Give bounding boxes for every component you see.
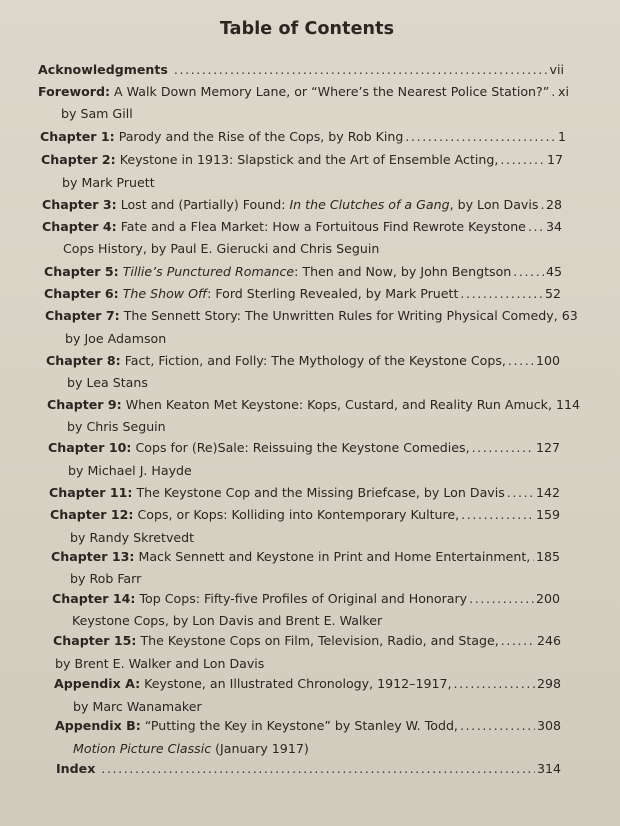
dot-leader [508,353,534,368]
page-number: 200 [535,591,560,606]
entry-label: Index [56,761,96,776]
page-number: 63 [561,308,578,323]
toc-entry [48,440,560,455]
page-number: 34 [545,219,562,234]
entry-title: A Walk Down Memory Lane, or “Where’s the Nearest Police Station?” [114,84,550,99]
entry-title [123,264,512,279]
entry-label: Chapter 6: [44,286,119,301]
entry-continuation [62,175,155,190]
entry-label: Chapter 1: [40,129,115,144]
entry-label: Chapter 14: [52,591,136,606]
page-number: 246 [536,633,561,648]
entry-label: Chapter 12: [50,507,134,522]
entry-continuation [70,571,141,586]
dot-leader [500,152,545,167]
page-number: 159 [535,507,560,522]
page-title: Table of Contents [219,19,395,39]
page-number: 298 [536,676,561,691]
entry-label: Chapter 8: [46,353,121,368]
entry-label: Chapter 10: [48,440,132,455]
dot-leader [460,718,535,733]
dot-leader [472,440,534,455]
entry-title: Top Cops: Fifty-five Profiles of Original and Honorary [139,591,468,606]
dot-leader [469,591,534,606]
entry-continuation [73,699,202,714]
entry-label: Appendix B: [55,718,141,733]
entry-label: Appendix A: [54,676,141,691]
toc-entry [52,591,560,606]
entry-continuation [63,241,379,256]
dot-leader [101,761,535,776]
entry-title: Keystone, an Illustrated Chronology, 1912–1917, [144,676,452,691]
dot-leader [501,633,535,648]
toc-entry [42,219,562,234]
dot-leader [405,129,556,144]
entry-title: Cops, or Kops: Kolliding into Kontemporary Kulture, [137,507,460,522]
entry-title: Parody and the Rise of the Cops, by Rob King [118,129,404,144]
toc-entry [41,152,563,167]
entry-continuation [70,530,194,545]
continuation-text: by Rob Farr [70,571,142,586]
entry-continuation [65,331,166,346]
entry-title: When Keaton Met Keystone: Kops, Custard, and Reality Run Amuck, [125,397,552,412]
continuation-italic: Motion Picture Classic [73,741,212,756]
entry-title: Fate and a Flea Market: How a Fortuitous Find Rewrote Keystone [120,219,526,234]
entry-continuation [67,375,148,390]
continuation-text: by Brent E. Walker and Lon Davis [55,656,265,671]
toc-entry [49,485,560,500]
entry-continuation [73,741,309,756]
continuation-text: by Joe Adamson [65,331,167,346]
dot-leader [461,507,534,522]
toc-entry [53,633,561,648]
page-number: 314 [536,761,561,776]
continuation-text: by Mark Pruett [62,175,155,190]
toc-entry [47,397,581,412]
continuation-text: by Chris Seguin [67,419,166,434]
entry-label: Foreword: [38,84,111,99]
toc-entry [50,507,560,522]
entry-label: Chapter 11: [49,485,133,500]
entry-title-post: : Then and Now, by John Bengtson [294,264,512,279]
dot-leader [532,549,534,564]
page-number: 45 [545,264,562,279]
continuation-text: (January 1917) [211,741,309,756]
page-number: 100 [535,353,560,368]
toc-entry [54,676,561,691]
entry-title: The Keystone Cop and the Missing Briefcase, by Lon Davis [136,485,505,500]
entry-title [121,197,539,212]
entry-label: Chapter 13: [51,549,135,564]
entry-title-pre: Lost and (Partially) Found: [120,197,290,212]
continuation-text: by Randy Skretvedt [70,530,195,545]
toc-entry [40,129,566,144]
toc-entry [46,353,560,368]
entry-title: The Sennett Story: The Unwritten Rules for Writing Physical Comedy, [123,308,558,323]
dot-leader [454,676,535,691]
entry-title [123,286,459,301]
page-number: 127 [535,440,560,455]
toc-entry [56,761,561,776]
entry-title: “Putting the Key in Keystone” by Stanley W. Todd, [144,718,458,733]
entry-label: Chapter 4: [42,219,117,234]
continuation-text: Cops History, by Paul E. Gierucki and Chris Seguin [63,241,380,256]
entry-label: Chapter 7: [45,308,120,323]
toc-entry [44,264,562,279]
entry-title: Keystone in 1913: Slapstick and the Art of Ensemble Acting, [119,152,499,167]
dot-leader [174,62,548,77]
entry-title-italic: In the Clutches of a Gang [289,197,450,212]
toc-entry [42,197,562,212]
entry-continuation [72,613,382,628]
page-number: 185 [535,549,560,564]
continuation-text: by Lea Stans [67,375,148,390]
page-number: xi [558,84,569,99]
toc-entry [38,84,569,99]
dot-leader [528,219,544,234]
continuation-text: Keystone Cops, by Lon Davis and Brent E. Walker [72,613,383,628]
entry-label: Chapter 9: [47,397,122,412]
toc-entry [45,308,578,323]
continuation-text: by Sam Gill [61,106,133,121]
page-number: 142 [535,485,560,500]
entry-continuation [68,463,192,478]
dot-leader [551,84,556,99]
page-number: 52 [544,286,561,301]
entry-label: Chapter 3: [42,197,117,212]
dot-leader [460,286,543,301]
dot-leader [540,197,544,212]
toc-entry [51,549,560,564]
page-number: 28 [545,197,562,212]
dot-leader [513,264,544,279]
entry-title: The Keystone Cops on Film, Television, Radio, and Stage, [140,633,499,648]
entry-title-italic: The Show Off [122,286,208,301]
entry-title-post: : Ford Sterling Revealed, by Mark Pruett [207,286,459,301]
page-number: 308 [536,718,561,733]
continuation-text: by Michael J. Hayde [68,463,192,478]
toc-entry [44,286,561,301]
page-number: 1 [557,129,566,144]
entry-continuation [67,419,166,434]
entry-title: Fact, Fiction, and Folly: The Mythology of the Keystone Cops, [124,353,506,368]
page-number: 17 [546,152,563,167]
continuation-text: by Marc Wanamaker [73,699,202,714]
toc-entry [55,718,561,733]
entry-title-post: , by Lon Davis [449,197,539,212]
page-number: 114 [555,397,581,412]
entry-label: Chapter 15: [53,633,137,648]
dot-leader [507,485,534,500]
entry-label: Acknowledgments [38,62,168,77]
entry-title-italic: Tillie’s Punctured Romance [122,264,295,279]
entry-title: Cops for (Re)Sale: Reissuing the Keystone Comedies, [135,440,470,455]
entry-label: Chapter 2: [41,152,116,167]
page-number: vii [549,62,564,77]
entry-continuation [61,106,133,121]
entry-title: Mack Sennett and Keystone in Print and Home Entertainment, [138,549,531,564]
entry-continuation [55,656,264,671]
entry-label: Chapter 5: [44,264,119,279]
toc-entry [38,62,564,77]
